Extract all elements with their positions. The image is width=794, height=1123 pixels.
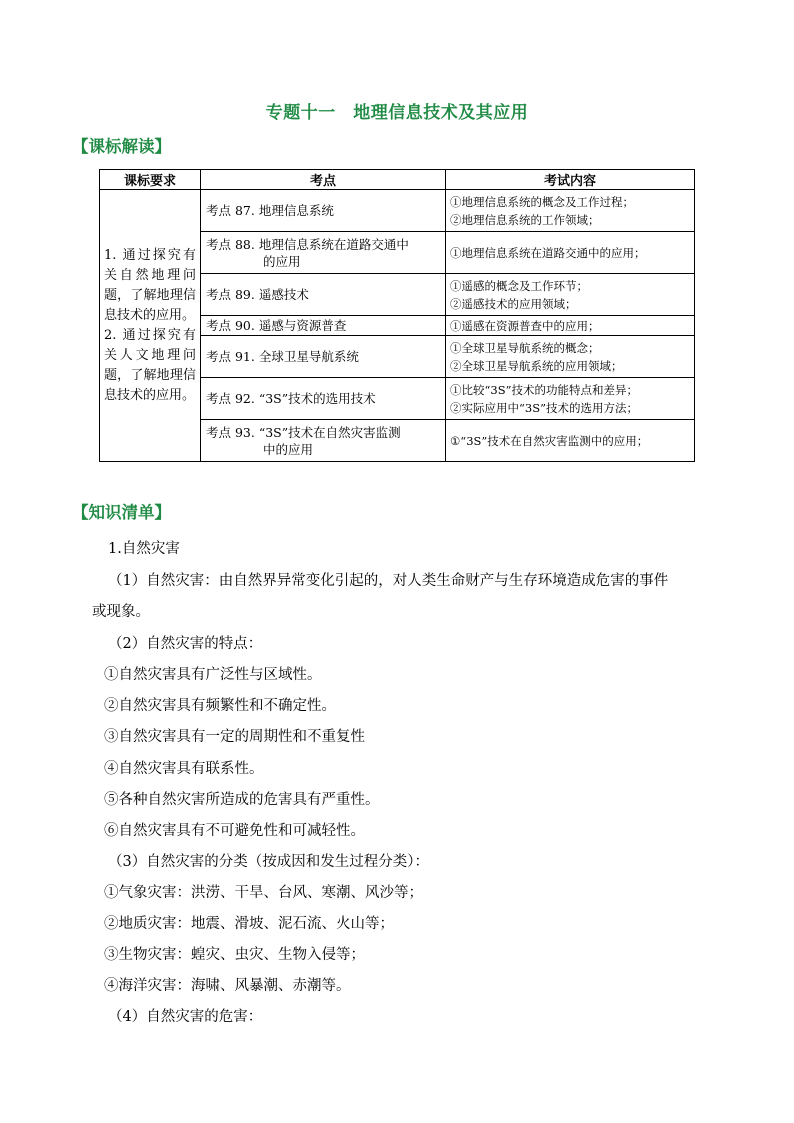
- exam-point-cell: [201, 190, 446, 232]
- list-item: ⑤各种自然灾害所造成的危害具有严重性。: [104, 792, 380, 808]
- exam-content-cell: [446, 274, 695, 316]
- exam-point-text: 的应用: [263, 253, 301, 269]
- table-header-cell: 考试内容: [446, 170, 695, 190]
- exam-point-text: 考点 93. “3S”技术在自然灾害监测: [206, 424, 401, 440]
- body-paragraph: （4）自然灾害的危害：: [108, 1009, 263, 1025]
- body-paragraph: （2）自然灾害的特点：: [108, 636, 263, 652]
- exam-content-cell: [446, 378, 695, 420]
- table-header-cell: 课标要求: [100, 170, 201, 190]
- list-item: ④自然灾害具有联系性。: [104, 761, 264, 777]
- exam-content-text: ①遥感在资源普查中的应用；: [450, 318, 600, 333]
- curriculum-table: [99, 169, 695, 462]
- exam-point-cell: [201, 232, 446, 274]
- exam-point-text: 考点 90. 遥感与资源普查: [206, 318, 347, 333]
- exam-point-cell: [201, 336, 446, 378]
- exam-point-text: 考点 91. 全球卫星导航系统: [206, 349, 359, 364]
- exam-content-text: ②地理信息系统的工作领域；: [450, 212, 600, 227]
- exam-content-cell: [446, 336, 695, 378]
- exam-point-text: 考点 89. 遥感技术: [206, 287, 309, 302]
- list-item: ④海洋灾害：海啸、风暴潮、赤潮等。: [104, 978, 351, 994]
- exam-content-text: ②遥感技术的应用领域；: [450, 296, 577, 311]
- exam-content-text: ②全球卫星导航系统的应用领域；: [450, 358, 623, 373]
- body-heading: 1.自然灾害: [108, 541, 180, 557]
- body-paragraph: 或现象。: [92, 604, 150, 620]
- exam-point-text: 考点 92. “3S”技术的选用技术: [206, 391, 376, 406]
- table-header-cell: 考点: [201, 170, 446, 190]
- page-title: 专题十一 地理信息技术及其应用: [265, 103, 529, 123]
- exam-content-text: ①地理信息系统在道路交通中的应用；: [450, 245, 646, 260]
- exam-point-text: 考点 87. 地理信息系统: [206, 203, 334, 218]
- exam-point-cell: [201, 420, 446, 462]
- exam-point-text: 考点 88. 地理信息系统在道路交通中: [206, 236, 409, 252]
- exam-content-cell: [446, 316, 695, 336]
- exam-content-text: ②实际应用中“3S”技术的选用方法；: [450, 400, 638, 415]
- exam-content-text: ①比较“3S”技术的功能特点和差异；: [450, 382, 638, 397]
- table-row: [100, 190, 695, 232]
- requirements-cell: [100, 190, 201, 462]
- section-heading-standards: 【课标解读】: [72, 137, 171, 156]
- exam-content-cell: [446, 232, 695, 274]
- exam-content-text: ①地理信息系统的概念及工作过程；: [450, 194, 634, 209]
- exam-content-cell: [446, 190, 695, 232]
- list-item: ③生物灾害：蝗灾、虫灾、生物入侵等；: [104, 947, 365, 963]
- list-item: ①自然灾害具有广泛性与区域性。: [104, 667, 322, 683]
- list-item: ①气象灾害：洪涝、干旱、台风、寒潮、风沙等；: [104, 885, 423, 901]
- exam-point-cell: [201, 316, 446, 336]
- list-item: ②自然灾害具有频繁性和不确定性。: [104, 698, 336, 714]
- exam-content-text: ①遥感的概念及工作环节；: [450, 278, 588, 293]
- section-heading-knowledge: 【知识清单】: [72, 503, 171, 522]
- list-item: ③自然灾害具有一定的周期性和不重复性: [104, 729, 365, 745]
- exam-content-text: ①全球卫星导航系统的概念；: [450, 340, 600, 355]
- exam-point-text: 中的应用: [263, 441, 314, 457]
- body-paragraph: （1）自然灾害：由自然界异常变化引起的，对人类生命财产与生存环境造成危害的事件: [108, 573, 669, 589]
- list-item: ②地质灾害：地震、滑坡、泥石流、火山等；: [104, 916, 394, 932]
- table-header-row: [100, 170, 695, 190]
- exam-point-cell: [201, 274, 446, 316]
- body-paragraph: （3）自然灾害的分类（按成因和发生过程分类）：: [108, 854, 429, 870]
- requirement-item: 1. 通过探究有关自然地理问题，了解地理信息技术的应用。: [104, 247, 196, 323]
- exam-point-cell: [201, 378, 446, 420]
- list-item: ⑥自然灾害具有不可避免性和可减轻性。: [104, 823, 365, 839]
- exam-content-text: ①“3S”技术在自然灾害监测中的应用；: [450, 433, 649, 448]
- exam-content-cell: [446, 420, 695, 462]
- requirement-item: 2. 通过探究有关人文地理问题，了解地理信息技术的应用。: [104, 327, 196, 403]
